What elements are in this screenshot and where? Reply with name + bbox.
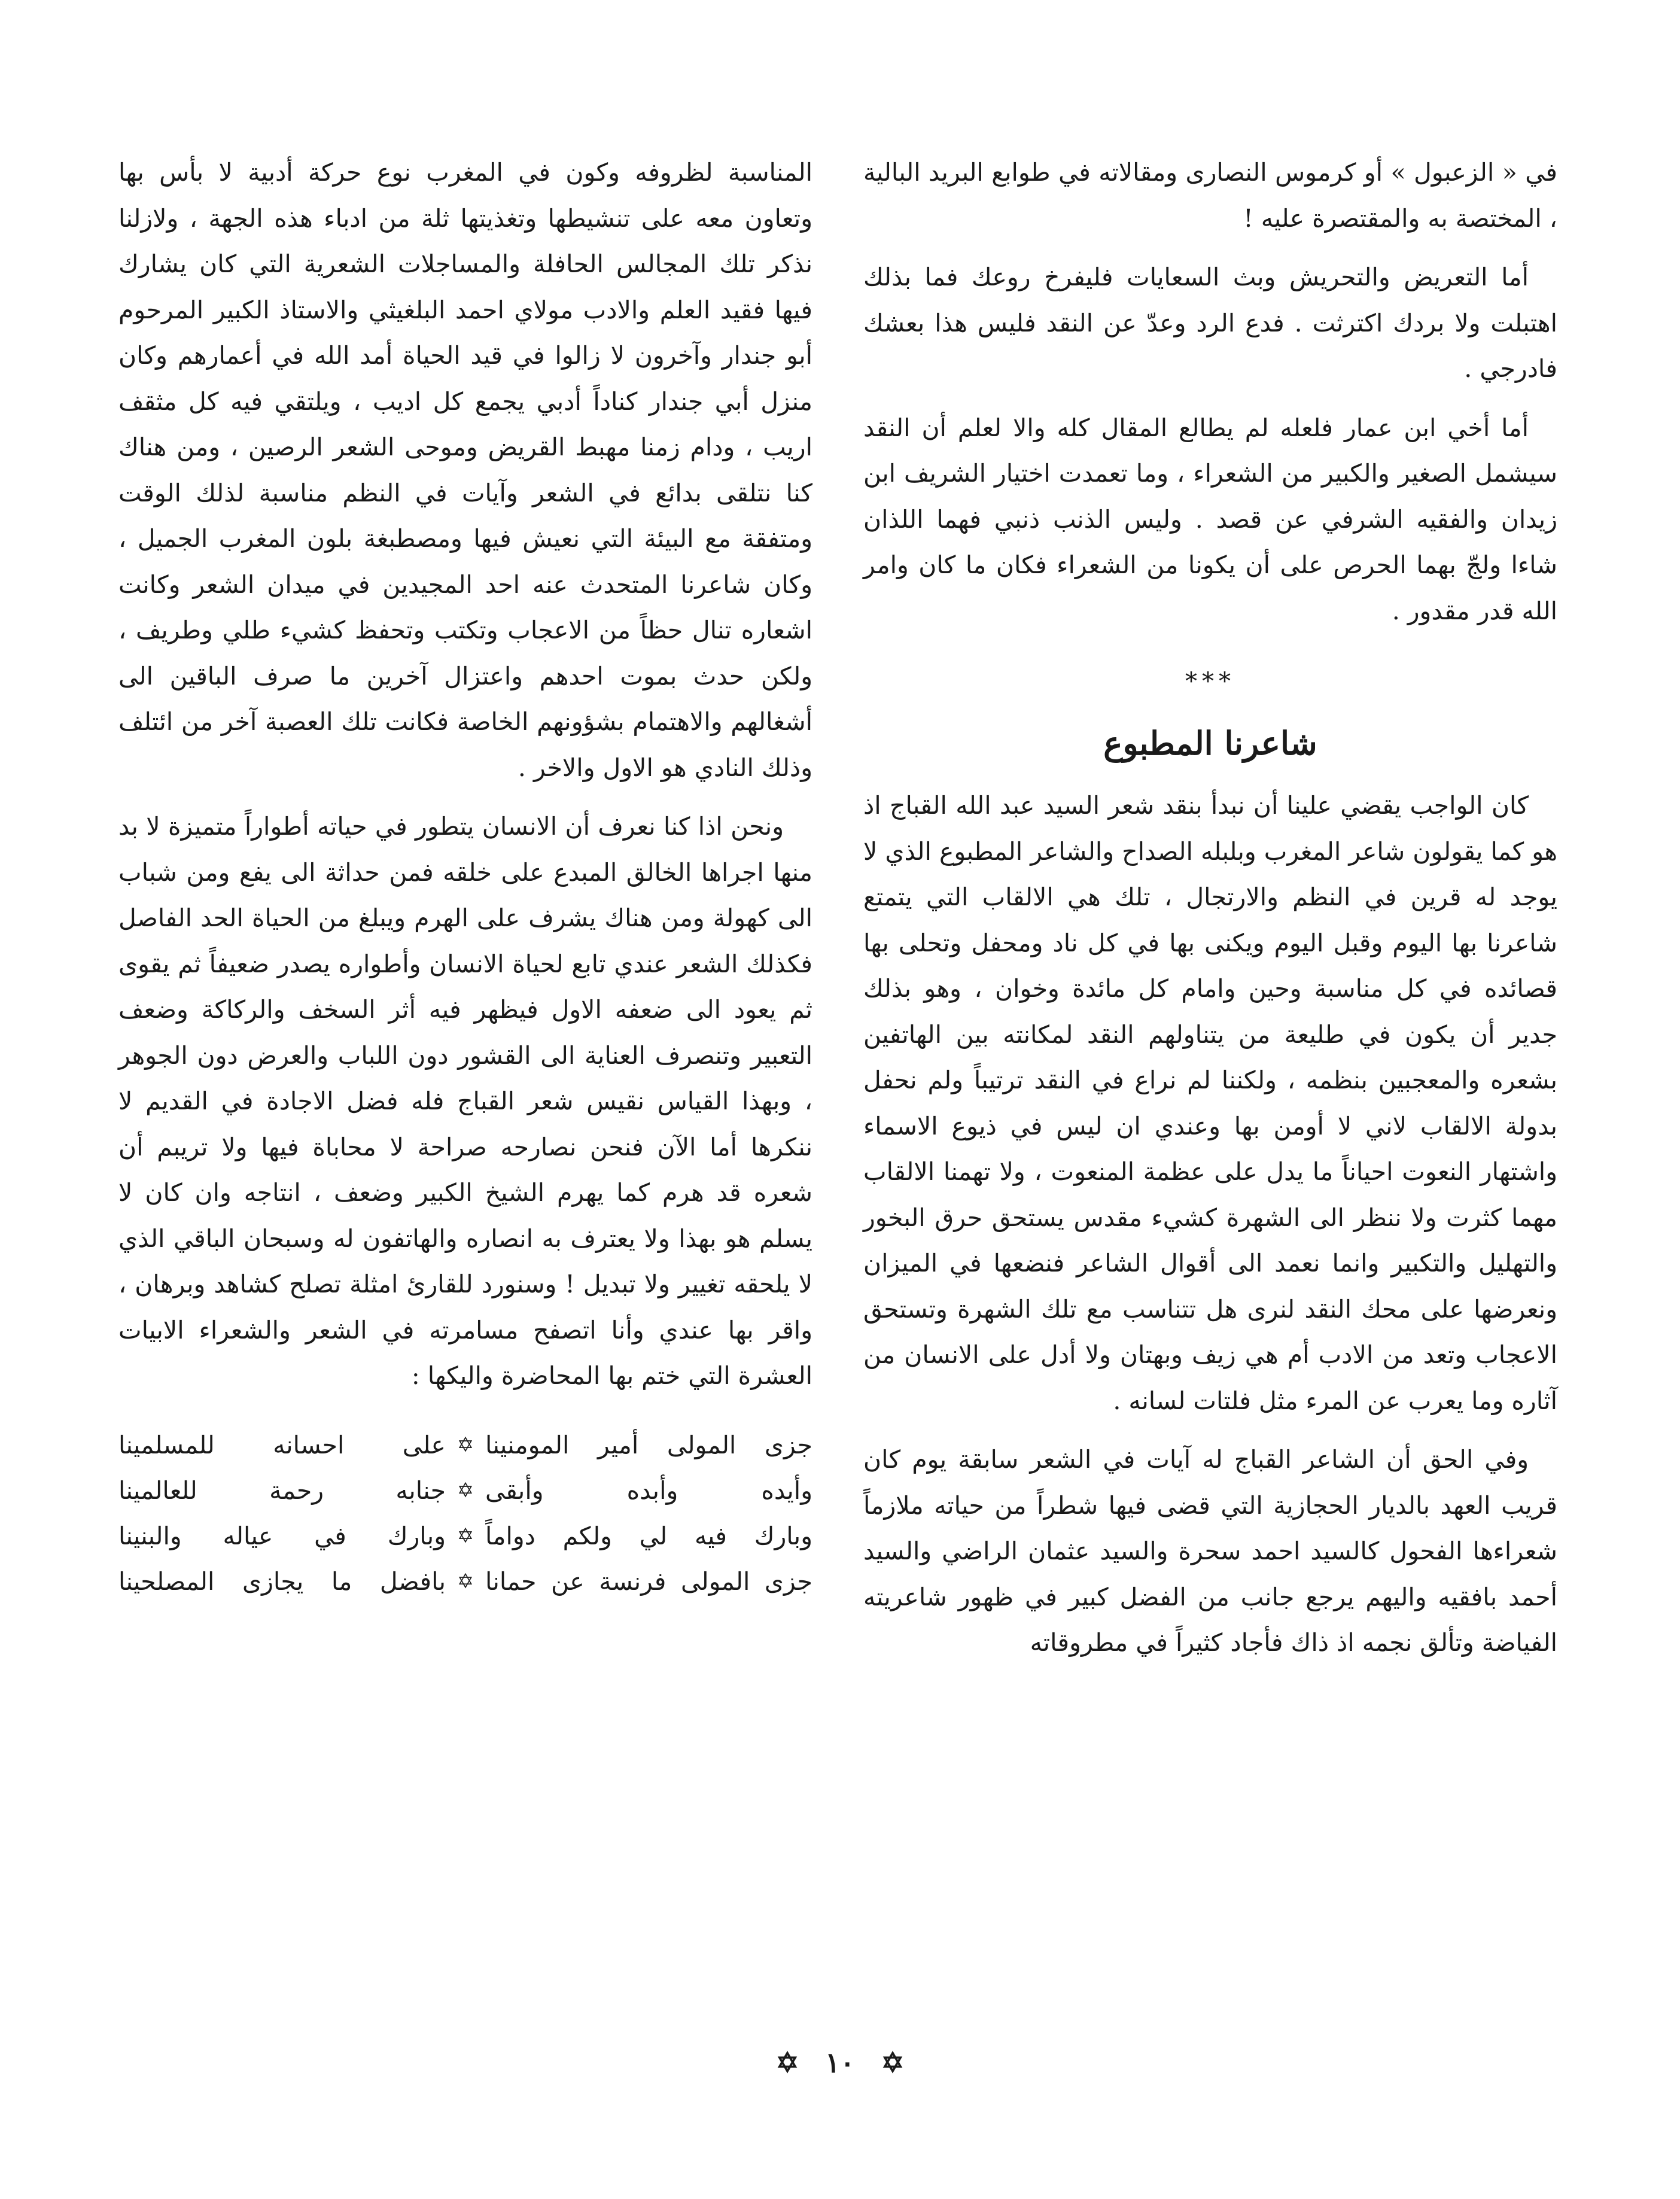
paragraph: في « الزعبول » أو كرموس النصارى ومقالاته في طوابع البريد البالية ، المختصة به والمقتصرة عليه ! bbox=[863, 158, 1557, 233]
poem-verse bbox=[118, 1423, 812, 1468]
poem-verse bbox=[118, 1514, 812, 1559]
page-number: ١٠ bbox=[825, 2046, 855, 2079]
section-divider: *** bbox=[1185, 668, 1235, 695]
poem-verse bbox=[118, 1559, 812, 1605]
verse-first-hemistich: جزى المولى أمير المومنينا bbox=[485, 1431, 812, 1460]
paragraph: وفي الحق أن الشاعر القباج له آيات في الشعر سابقة يوم كان قريب العهد بالديار الحجازية التي قضى فيها شطراً من حياته ملازماً شعراءها الفحول كالسيد احمد سحرة والسيد عثمان الراضي والسيد أحمد بافقيه واليهم يرجع جانب من الفضل كبير في ظهور شاعريته الفياضة وتألق نجمه اذ ذاك فأجاد كثيراً في مطروقاته bbox=[863, 1445, 1557, 1657]
verse-first-hemistich: جزى المولى فرنسة عن حمانا bbox=[485, 1567, 812, 1596]
verse-first-hemistich: وبارك فيه لي ولكم دواماً bbox=[485, 1522, 812, 1551]
right-column bbox=[863, 150, 1557, 1666]
paragraph: أما التعريض والتحريش وبث السعايات فليفرخ روعك فما بذلك اهتبلت ولا بردك اكترثت . فدع الرد وعدّ عن النقد فليس هذا بعشك فادرجي . bbox=[863, 263, 1557, 383]
paragraph: أما أخي ابن عمار فلعله لم يطالع المقال كله والا لعلم أن النقد سيشمل الصغير والكبير من الشعراء ، وما تعمدت اختيار الشريف ابن زيدان والفقيه الشرفي عن قصد . وليس الذنب ذنبي فهما اللذان شاءا ولجّ بهما الحرص على أن يكونا من الشعراء فكان ما كان وامر الله قدر مقدور . bbox=[863, 413, 1557, 625]
paragraph: المناسبة لظروفه وكون في المغرب نوع حركة أدبية لا بأس بها وتعاون معه على تنشيطها وتغذيتها ثلة من ادباء هذه الجهة ، ولازلنا نذكر تلك المجالس الحافلة والمساجلات الشعرية التي كان يشارك فيها فقيد العلم والادب مولاي احمد البلغيثي والاستاذ الكبير المرحوم أبو جندار وآخرون لا زالوا في قيد الحياة أمد الله في أعمارهم وكان منزل أبي جندار كناداً أدبي يجمع كل اديب ، ويلتقي فيه كل مثقف اريب ، ودام زمنا مهبط القريض وموحى الشعر الرصين ، ومن هناك كنا نتلقى بدائع في الشعر وآيات في النظم مناسبة لذلك الوقت ومتفقة مع البيئة التي نعيش فيها ومصطبغة بلون المغرب الجميل ، وكان شاعرنا المتحدث عنه احد المجيدين في ميدان الشعر وكانت اشعاره تنال حظاً من الاعجاب وتكتب وتحفظ كشيء طلي وطريف ، ولكن حدث بموت احدهم واعتزال آخرين ما صرف الباقين الى أشغالهم والاهتمام بشؤونهم الخاصة فكانت تلك العصبة آخر من ائتلف وذلك النادي هو الاول والاخر . bbox=[118, 158, 812, 782]
paragraph: كان الواجب يقضي علينا أن نبدأ بنقد شعر السيد عبد الله القباج اذ هو كما يقولون شاعر المغرب وبلبله الصداح والشاعر المطبوع الذي لا يوجد له قرين في النظم والارتجال ، تلك هي الالقاب التي يتمتع شاعرنا بها اليوم وقبل اليوم ويكنى بها في كل ناد ومحفل وتحلى بها قصائده في كل مناسبة وحين وامام كل مائدة وخوان ، وهو بذلك جدير أن يكون في طليعة من يتناولهم النقد لمكانته بين الهاتفين بشعره والمعجبين بنظمه ، ولكننا لم نراع في النقد ترتيباً ولم نحفل بدولة الالقاب لاني لا أومن بها وعندي ان ليس في ذيوع الاسماء واشتهار النعوت احياناً ما يدل على عظمة المنعوت ، ولا تهمنا الالقاب مهما كثرت ولا ننظر الى الشهرة كشيء مقدس يستحق حرق البخور والتهليل والتكبير وانما نعمد الى أقوال الشاعر فنضعها في الميزان ونعرضها على محك النقد لنرى هل تتناسب مع تلك الشهرة وتستحق الاعجاب وتعد من الادب أم هي زيف وبهتان ولا أدل على الانسان من آثاره وما يعرب عن المرء مثل فلتات لسانه . bbox=[863, 791, 1557, 1415]
section-heading: شاعرنا المطبوع bbox=[1103, 723, 1317, 762]
verse-first-hemistich: وأيده وأبده وأبقى bbox=[485, 1476, 812, 1505]
star-separator-icon: ✡ bbox=[456, 1479, 474, 1503]
poem bbox=[118, 1423, 812, 1605]
star-separator-icon: ✡ bbox=[456, 1524, 474, 1549]
verse-second-hemistich: على احسانه للمسلمينا bbox=[118, 1431, 446, 1460]
verse-second-hemistich: جنابه رحمة للعالمينا bbox=[118, 1476, 446, 1505]
star-icon: ✡ bbox=[775, 2046, 799, 2079]
verse-second-hemistich: وبارك في عياله والبنينا bbox=[118, 1522, 446, 1551]
verse-second-hemistich: بافضل ما يجازى المصلحينا bbox=[118, 1567, 446, 1596]
left-column bbox=[118, 150, 812, 1605]
star-separator-icon: ✡ bbox=[456, 1570, 474, 1594]
poem-verse bbox=[118, 1468, 812, 1514]
page-footer bbox=[0, 2046, 1680, 2079]
paragraph: ونحن اذا كنا نعرف أن الانسان يتطور في حياته أطواراً متميزة لا بد منها اجراها الخالق المبدع على خلقه فمن حداثة الى يفع ومن شباب الى كهولة ومن هناك يشرف على الهرم ويبلغ من الحياة الحد الفاصل فكذلك الشعر عندي تابع لحياة الانسان وأطواره يصدر ضعيفاً ثم يقوى ثم يعود الى ضعفه الاول فيظهر فيه أثر السخف والركاكة وضعف التعبير وتنصرف العناية الى القشور دون اللباب والعرض دون الجوهر ، وبهذا القياس نقيس شعر القباج فله فضل الاجادة في القديم لا ننكرها أما الآن فنحن نصارحه صراحة لا محاباة فيها ولا تريبم أن شعره قد هرم كما يهرم الشيخ الكبير وضعف ، انتاجه وان كان لا يسلم هو بهذا ولا يعترف به انصاره والهاتفون له وسبحان الباقي الذي لا يلحقه تغيير ولا تبديل ! وسنورد للقارئ امثلة تصلح كشاهد وبرهان ، واقر بها عندي وأنا اتصفح مسامرته في الشعر والشعراء الابيات العشرة التي ختم بها المحاضرة واليكها : bbox=[118, 812, 812, 1390]
star-separator-icon: ✡ bbox=[456, 1433, 474, 1458]
star-icon: ✡ bbox=[881, 2046, 905, 2079]
